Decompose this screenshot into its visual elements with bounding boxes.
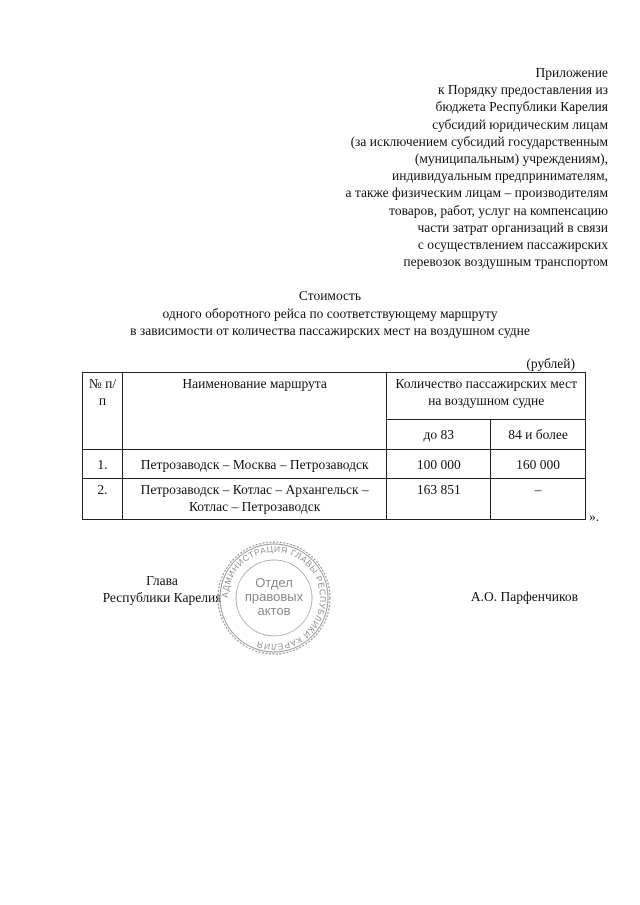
appendix-line: а также физическим лицам – производителям [345, 185, 608, 201]
appendix-line: с осуществлением пассажирских [417, 237, 608, 253]
title-line-1: Стоимость [298, 288, 362, 303]
subheader-up-to-83: до 83 [387, 420, 491, 450]
signatory-title-line-1: Глава [146, 573, 178, 588]
row-cost-up-to-83: 100 000 [387, 450, 491, 479]
stamp-center-text [216, 576, 332, 618]
appendix-line: индивидуальным предпринимателям, [392, 168, 608, 184]
row-route: Петрозаводск – Москва – Петрозаводск [122, 450, 386, 479]
header-route: Наименование маршрута [122, 373, 386, 450]
stamp-line-3: актов [257, 603, 291, 618]
stamp-ring-text: АДМИНИСТРАЦИЯ ГЛАВЫ РЕСПУБЛИКИ КАРЕЛИЯ [219, 543, 329, 653]
appendix-line: части затрат организаций в связи [417, 219, 608, 235]
signatory-title-line-2: Республики Карелия [102, 590, 222, 605]
table-row [83, 479, 586, 520]
header-seats: Количество пассажирских мест на воздушном судне [387, 373, 586, 420]
appendix-line: бюджета Республики Карелия [435, 99, 608, 115]
table-row [83, 450, 586, 479]
row-cost-84-and-more: – [491, 479, 586, 520]
title-line-3: в зависимости от количества пассажирских мест на воздушном судне [130, 323, 530, 338]
appendix-line: субсидий юридическим лицам [432, 116, 608, 132]
document-title [60, 287, 600, 340]
appendix-line: (за исключением субсидий государственным [350, 133, 608, 149]
row-route: Петрозаводск – Котлас – Архангельск – Котлас – Петрозаводск [122, 479, 386, 520]
closing-quote: ». [589, 509, 600, 524]
title-line-2: одного оборотного рейса по соответствующему маршруту [162, 305, 498, 321]
appendix-line: (муниципальным) учреждениям), [414, 151, 608, 167]
stamp-line-1: Отдел [255, 575, 293, 590]
appendix-line: к Порядку предоставления из [437, 82, 608, 98]
official-stamp [216, 540, 332, 656]
subheader-84-and-more: 84 и более [491, 420, 586, 450]
unit-label: (рублей) [526, 356, 575, 371]
header-number: № п/п [83, 373, 123, 450]
appendix-line: товаров, работ, услуг на компенсацию [389, 202, 608, 218]
stamp-line-2: правовых [244, 589, 304, 604]
row-number: 2. [83, 479, 123, 520]
row-cost-up-to-83: 163 851 [387, 479, 491, 520]
row-cost-84-and-more: 160 000 [491, 450, 586, 479]
appendix-line: Приложение [535, 65, 608, 80]
signatory-name: А.О. Парфенчиков [470, 589, 578, 604]
appendix-header [278, 64, 608, 270]
row-number: 1. [83, 450, 123, 479]
appendix-line: перевозок воздушным транспортом [403, 254, 608, 270]
cost-table [82, 372, 586, 520]
table-header-row [83, 373, 586, 420]
